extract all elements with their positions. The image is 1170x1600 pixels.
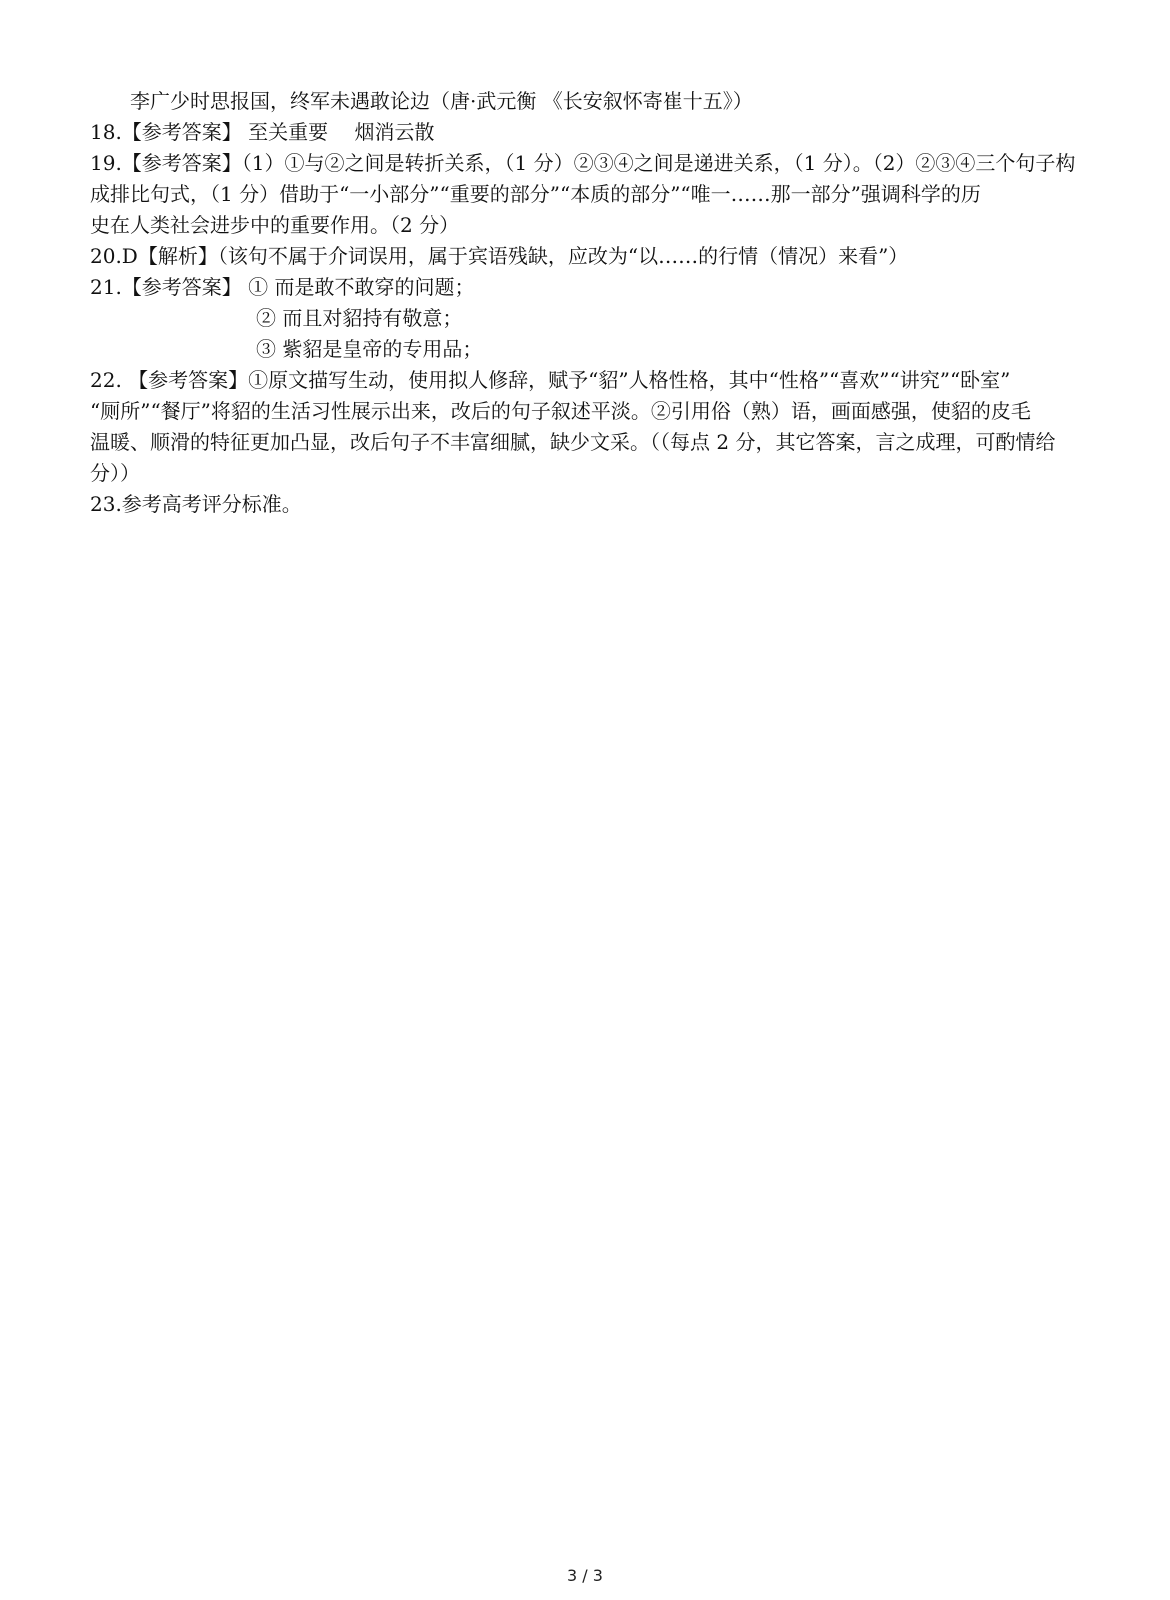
answer-22-line-2: “厕所”“餐厅”将貂的生活习性展示出来，改后的句子叙述平淡。②引用俗（熟）语，画面感强，使貂的皮毛 [90,399,1031,423]
answer-21-item-2: ② 而且对貂持有敬意； [256,306,463,330]
answer-18: 18.【参考答案】 至关重要 烟消云散 [90,120,435,144]
answer-22-line-3: 温暖、顺滑的特征更加凸显，改后句子不丰富细腻，缺少文采。（（每点 2 分，其它答案，言之成理，可酌情给 [90,430,1056,454]
answer-20: 20.D【解析】（该句不属于介词误用，属于宾语残缺，应改为“以……的行情（情况）来看”） [90,244,909,268]
answer-21-item-1: 21.【参考答案】 ① 而是敢不敢穿的问题； [90,275,475,299]
answer-19-line-3: 史在人类社会进步中的重要作用。（2 分） [90,213,460,237]
document-body [90,86,1090,520]
answer-23: 23.参考高考评分标准。 [90,492,302,516]
answer-19-line-2: 成排比句式，（1 分）借助于“一小部分”“重要的部分”“本质的部分”“唯一……那一部分”强调科学的历 [90,182,981,206]
answer-21-item-3: ③ 紫貂是皇帝的专用品； [256,337,483,361]
answer-19-line-1: 19.【参考答案】（1）①与②之间是转折关系，（1 分）②③④之间是递进关系，（1 分）。（2）②③④三个句子构 [90,151,1076,175]
poem-line: 李广少时思报国，终军未遇敢论边（唐·武元衡 《长安叙怀寄崔十五》） [130,89,753,113]
answer-22-line-1: 22. 【参考答案】①原文描写生动，使用拟人修辞，赋予“貂”人格性格，其中“性格”“喜欢”“讲究”“卧室” [90,368,1011,392]
answer-22-line-4: 分）） [90,461,140,485]
page-number: 3 / 3 [567,1566,603,1585]
